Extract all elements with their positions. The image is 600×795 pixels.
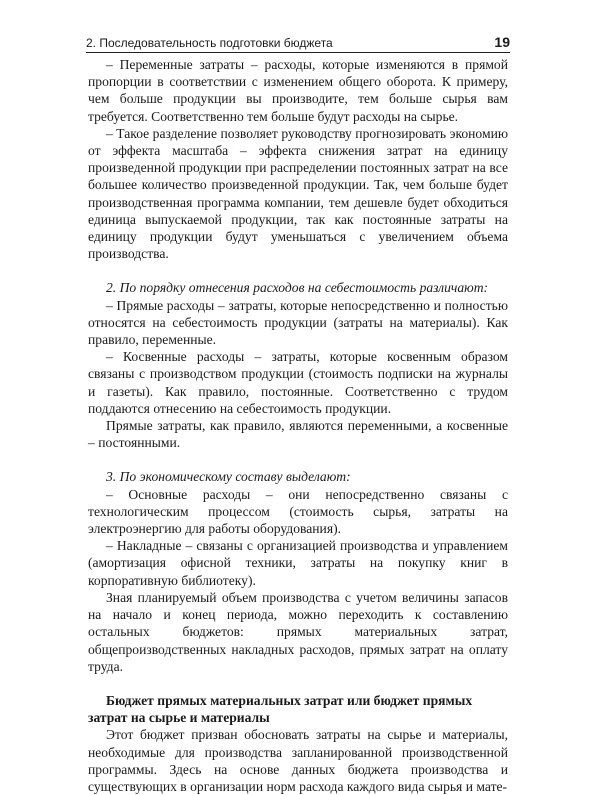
paragraph-main-costs: – Основные расходы – они непосредственно связаны с технологическим процессом (стоимость сырья, затраты на электроэнергию для работы оборудования). [88, 486, 508, 537]
paragraph-direct-costs: – Прямые расходы – затраты, которые непосредственно и полностью относятся на себестоимость продукции (затраты на материалы). Как правило, переменные. [88, 297, 508, 348]
paragraph-indirect-costs: – Косвенные расходы – затраты, которые косвенным образом связаны с производством продукции (стоимость подписки на журналы и газеты). Как правило, постоянные. Соответственно с трудом поддаются отнесению на себестоимость продукции. [88, 349, 508, 416]
paragraph-budget-purpose: Этот бюджет призван обосновать затраты на сырье и материалы, необходимые для производства запланированной производственной программы. Здесь на основе данных бюджета производства и существующих в организации норм расхода каждого вида сырья и мате- [88, 727, 508, 794]
paragraph-direct-vs-indirect: Прямые затраты, как правило, являются переменными, а косвенные – постоянными. [88, 418, 508, 451]
running-header [86, 34, 510, 53]
section-2-title: 2. По порядку отнесения расходов на себестоимость различают: [106, 280, 489, 296]
budget-heading: Бюджет прямых материальных затрат или бюджет прямых затрат на сырье и материалы [88, 692, 473, 726]
page-number: 19 [494, 34, 510, 50]
section-title: 2. Последовательность подготовки бюджета [86, 36, 333, 50]
section-3-title: 3. По экономическому составу выделают: [106, 469, 351, 485]
paragraph-variable-costs: – Переменные затраты – расходы, которые изменяются в прямой пропорции в соответствии с изменением общего оборота. К примеру, чем больше продукции вы производите, тем больше сырья вам требуется. Соответственно тем больше будут расходы на сырье. [88, 57, 508, 124]
paragraph-economies-of-scale: – Такое разделение позволяет руководству прогнозировать экономию от эффекта масштаба – эффекта снижения затрат на единицу произведенной продукции при распределении постоянных затрат на все большее количество произведенной продукции. Так, чем больше будет производственная программа компании, тем дешевле будет обходиться единица выпускаемой продукции, так как постоянные затраты на единицу продукции будут уменьшаться с увеличением объема производства. [88, 125, 508, 262]
page-body [88, 56, 508, 795]
paragraph-planned-volume: Зная планируемый объем производства с учетом величины запасов на начало и конец периода, можно переходить к составлению остальных бюджетов: прямых материальных затрат, общепроизводственных накладных расходов, прямых затрат на оплату труда. [88, 589, 508, 674]
paragraph-overhead-costs: – Накладные – связаны с организацией производства и управлением (амортизация офисной техники, затраты на покупку книг в корпоративную библиотеку). [88, 538, 508, 588]
